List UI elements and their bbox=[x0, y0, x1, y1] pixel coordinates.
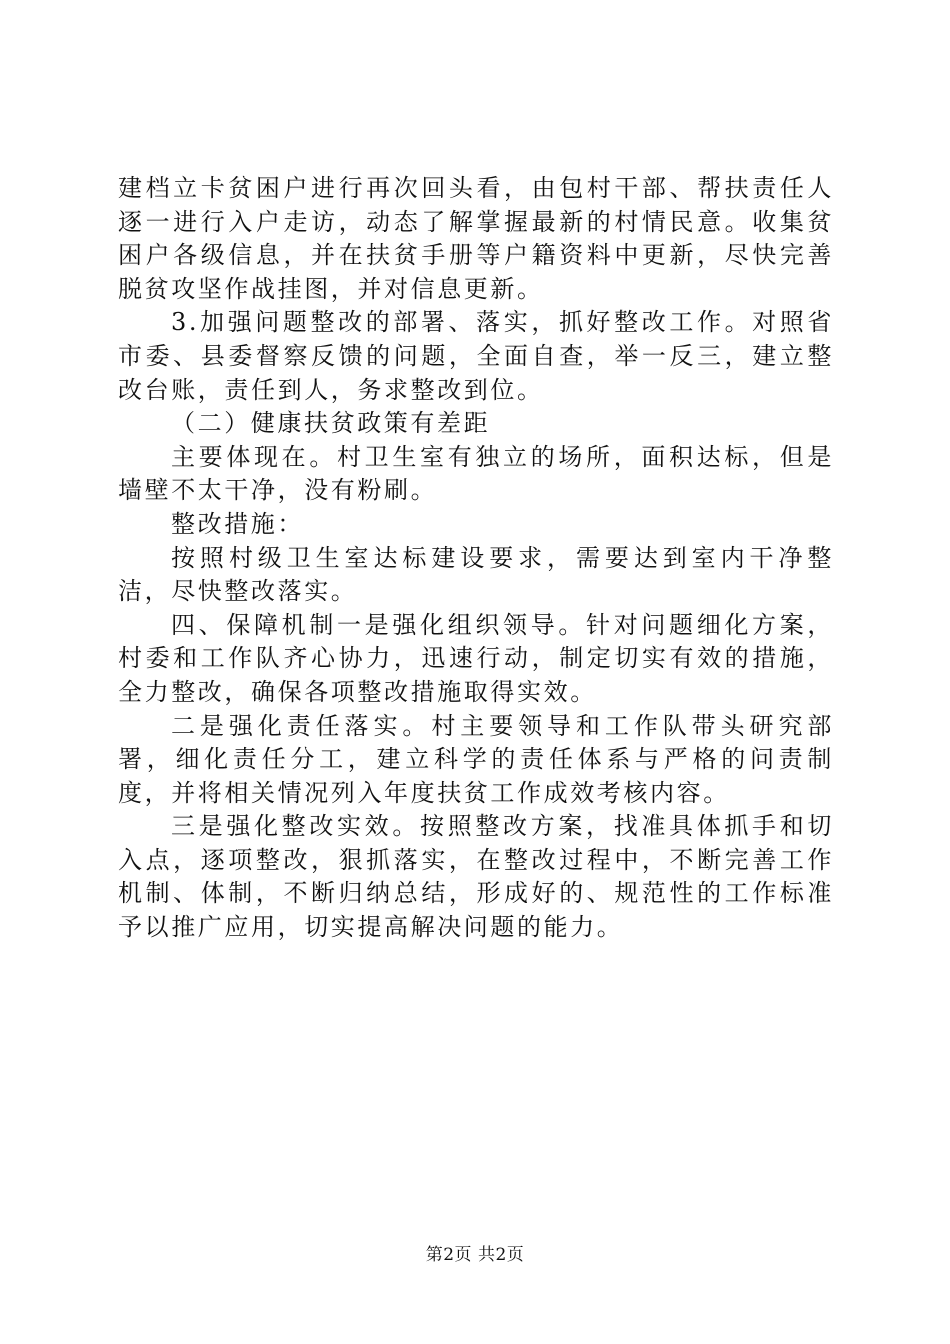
paragraph-measures-label: 整改措施： bbox=[171, 509, 304, 538]
paragraph-manifestation: 主要体现在。村卫生室有独立的场所，面积达标，但是墙壁不太干净，没有粉刷。 bbox=[118, 442, 834, 505]
paragraph-continuation: 建档立卡贫困户进行再次回头看，由包村干部、帮扶责任人逐一进行入户走访，动态了解掌握最新的村情民意。收集贫困户各级信息，并在扶贫手册等户籍资料中更新，尽快完善脱贫攻坚作战挂图，并对信息更新。 bbox=[118, 174, 834, 303]
paragraph-item-3: 3.加强问题整改的部署、落实，抓好整改工作。对照省市委、县委督察反馈的问题，全面自查，举一反三，建立整改台账，责任到人，务求整改到位。 bbox=[118, 308, 834, 404]
section-heading-health: （二）健康扶贫政策有差距 bbox=[171, 409, 491, 438]
paragraph-mechanism-1: 四、保障机制一是强化组织领导。针对问题细化方案，村委和工作队齐心协力，迅速行动，制定切实有效的措施，全力整改，确保各项整改措施取得实效。 bbox=[118, 610, 834, 706]
paragraph-measures: 按照村级卫生室达标建设要求，需要达到室内干净整洁，尽快整改落实。 bbox=[118, 543, 834, 606]
paragraph-mechanism-2: 二是强化责任落实。村主要领导和工作队带头研究部署，细化责任分工，建立科学的责任体系与严格的问责制度，并将相关情况列入年度扶贫工作成效考核内容。 bbox=[118, 711, 834, 807]
page-footer: 第2页 共2页 bbox=[425, 1245, 525, 1265]
document-body bbox=[118, 172, 834, 945]
paragraph-mechanism-3: 三是强化整改实效。按照整改方案，找准具体抓手和切入点，逐项整改，狠抓落实，在整改过程中，不断完善工作机制、体制，不断归纳总结，形成好的、规范性的工作标准予以推广应用，切实提高解决问题的能力。 bbox=[118, 812, 834, 942]
